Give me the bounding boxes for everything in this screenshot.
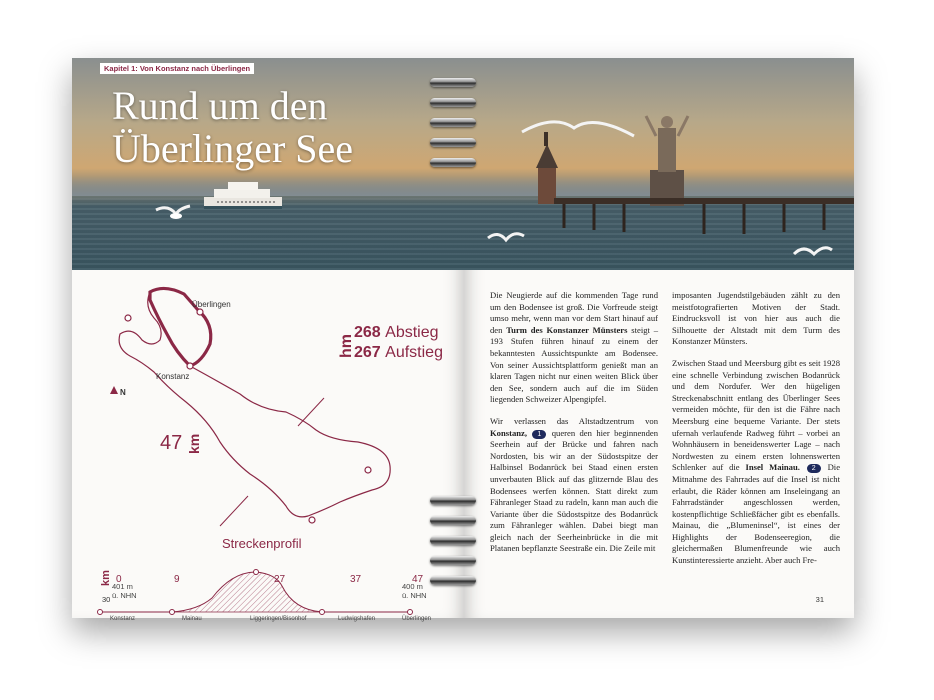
ascent-value: 267	[354, 344, 381, 361]
stat-line-hm	[298, 398, 324, 426]
photo-right-shapes	[464, 58, 854, 270]
spiral-ring	[430, 138, 476, 147]
map-label-ueberlingen: Überlingen	[192, 300, 231, 309]
paragraph-4	[672, 358, 840, 567]
title-line-1: Rund um den	[112, 83, 328, 128]
chapter-label: Kapitel 1:	[104, 64, 140, 73]
p2-bold-konstanz: Konstanz,	[490, 427, 528, 438]
map-label-konstanz: Konstanz	[156, 372, 190, 381]
point-northwest	[125, 315, 131, 321]
spiral-ring	[430, 496, 476, 505]
lake-photo-left	[72, 58, 464, 270]
harbour-lighthouse	[536, 132, 558, 204]
north-arrow-icon	[110, 386, 118, 394]
pier	[554, 198, 854, 234]
imperia-statue	[646, 116, 688, 206]
stat-ascent	[354, 344, 443, 362]
p1-part-a: Die Neugierde auf die kommenden Tage rund um den Bodensee ist groß. Die Vorfreude steigt umso mehr, wenn man vor dem Start hinauf auf den	[490, 290, 658, 335]
chapter-tag	[100, 63, 254, 74]
profile-title: Streckenprofil	[222, 536, 302, 551]
point-south	[309, 517, 315, 523]
spiral-ring	[430, 536, 476, 545]
distance-value: 47	[160, 432, 183, 454]
distance-unit: km	[186, 433, 202, 454]
start-altitude-value: 401 m	[112, 582, 133, 591]
spiral-ring	[430, 576, 476, 585]
page-number-left: 30	[102, 595, 111, 604]
p4-bold-mainau: Insel Mainau.	[745, 462, 800, 473]
left-page	[72, 58, 464, 622]
stat-line-km	[220, 496, 248, 526]
spiral-ring	[430, 516, 476, 525]
page-number-right: 31	[815, 595, 824, 604]
point-east	[365, 467, 371, 473]
paragraph-3: imposanten Jugendstilgebäuden zählt zu den meistfotografierten Motiven der Stadt. Eindrucksvoll ist von hier aus auch die Silhouette der Altstadt mit dem Turm des Konstanzer Münsters.	[672, 290, 840, 347]
p2-part-c: queren den hier beginnenden Seerhein auf der Brücke und fahren nach Nordosten, bis wir an der Südostspitze der Halbinsel Bodanrück bei Staad einen ersten unverbauten Blick auf das glitzernde Blau des Bodensees werfen können. Statt direkt zum Fähranleger Staad zu radeln, kann man auch die Variante über die Südostspitze des Bodanrück zum Fähranleger wählen. Dabei biegt man gleich nach der Seerheinbrücke in die mit Platanen bepflanzte Seestraße ein. Die Zeile mit	[490, 427, 658, 554]
paragraph-2	[490, 416, 658, 555]
end-altitude-value: 400 m	[402, 582, 423, 591]
title-line-2: Überlinger See	[112, 126, 354, 171]
end-altitude	[402, 582, 427, 600]
point-konstanz	[187, 363, 193, 369]
spiral-ring	[430, 556, 476, 565]
profile-tick-4: 47	[412, 574, 424, 585]
elevation-profile	[98, 570, 413, 615]
p1-part-c: steigt – 193 Stufen führen hinauf zu einem der bekanntesten Aussichtspunkte am Bodensee. Von seiner Aussichtsplattform genießt man an klaren Tagen nicht nur einen weiten Blick über den See, sondern auch auf die im Süden liegenden Schweizer Alpengipfel.	[490, 324, 658, 405]
profile-place-2: Liggeringen/Bisonhof	[250, 616, 307, 622]
text-column-1	[490, 290, 658, 565]
profile-axis-unit: km	[100, 570, 112, 586]
stat-unit-hm: hm	[338, 334, 355, 358]
p4-part-a: Zwischen Staad und Meersburg gibt es seit 1928 eine schnelle Verbindung zwischen Bodanrück und dem Nordufer. Wer den hügeligen Streckenabschnitt entlang des Überlinger Sees vermeiden möchte, für den ist die Fähre nach Meersburg eine bequeme Variante. Der stets ufernah verlaufende Radweg führt – vorbei an Wohnhäusern in beneidenswerter Lage – nach Nordwesten zu einem ersten lohnenswerten Schlenker auf die	[672, 357, 840, 473]
spiral-ring	[430, 118, 476, 127]
paragraph-1	[490, 290, 658, 406]
start-altitude-ref: ü. NHN	[112, 591, 137, 600]
descent-value: 268	[354, 324, 381, 341]
ascent-label: Aufstieg	[385, 344, 443, 361]
profile-tick-2: 27	[274, 574, 286, 585]
page-title	[112, 84, 353, 170]
spiral-ring	[430, 98, 476, 107]
point-ueberlingen	[197, 309, 203, 315]
profile-tick-3: 37	[350, 574, 362, 585]
profile-tick-1: 9	[174, 574, 180, 585]
end-altitude-ref: ü. NHN	[402, 591, 427, 600]
stat-descent	[354, 324, 439, 342]
route-map	[72, 270, 464, 618]
lake-photo-right	[464, 58, 854, 270]
spiral-ring	[430, 78, 476, 87]
spiral-ring	[430, 158, 476, 167]
text-column-2	[672, 290, 840, 577]
ferry-boat	[204, 182, 282, 209]
profile-place-4: Überlingen	[402, 616, 432, 622]
start-altitude	[112, 582, 137, 600]
right-page	[464, 58, 854, 618]
route-marker-1: 1	[532, 430, 546, 439]
p4-part-c: Die Mitnahme des Fahrrades auf die Insel ist nicht erlaubt, die Räder können am Inseleingang an Fahrradständer angeschlossen werden, kostenpflichtige Schließfächer gibt es ebenfalls. Mainau, die „Blumeninsel“, ist eines der Highlights der Bodenseeregion, die gleichermaßen Blumenfreunde wie auch Kunstinteressierte anzieht. Aber auch Fre-	[672, 462, 841, 566]
p2-part-a: Wir verlassen das Altstadtzentrum von	[490, 415, 658, 426]
profile-place-3: Ludwigshafen	[338, 616, 376, 622]
route-marker-2: 2	[807, 464, 821, 473]
seagull-left	[156, 206, 190, 219]
route-map-shapes	[72, 270, 464, 618]
p1-bold-munster: Turm des Konstanzer Münsters	[506, 324, 628, 335]
descent-label: Abstieg	[385, 324, 439, 341]
profile-tick-0: 0	[116, 574, 122, 585]
profile-place-1: Mainau	[182, 616, 202, 622]
profile-place-0: Konstanz	[110, 616, 136, 622]
chapter-name: Von Konstanz nach Überlingen	[139, 64, 251, 73]
north-label: N	[120, 388, 126, 397]
